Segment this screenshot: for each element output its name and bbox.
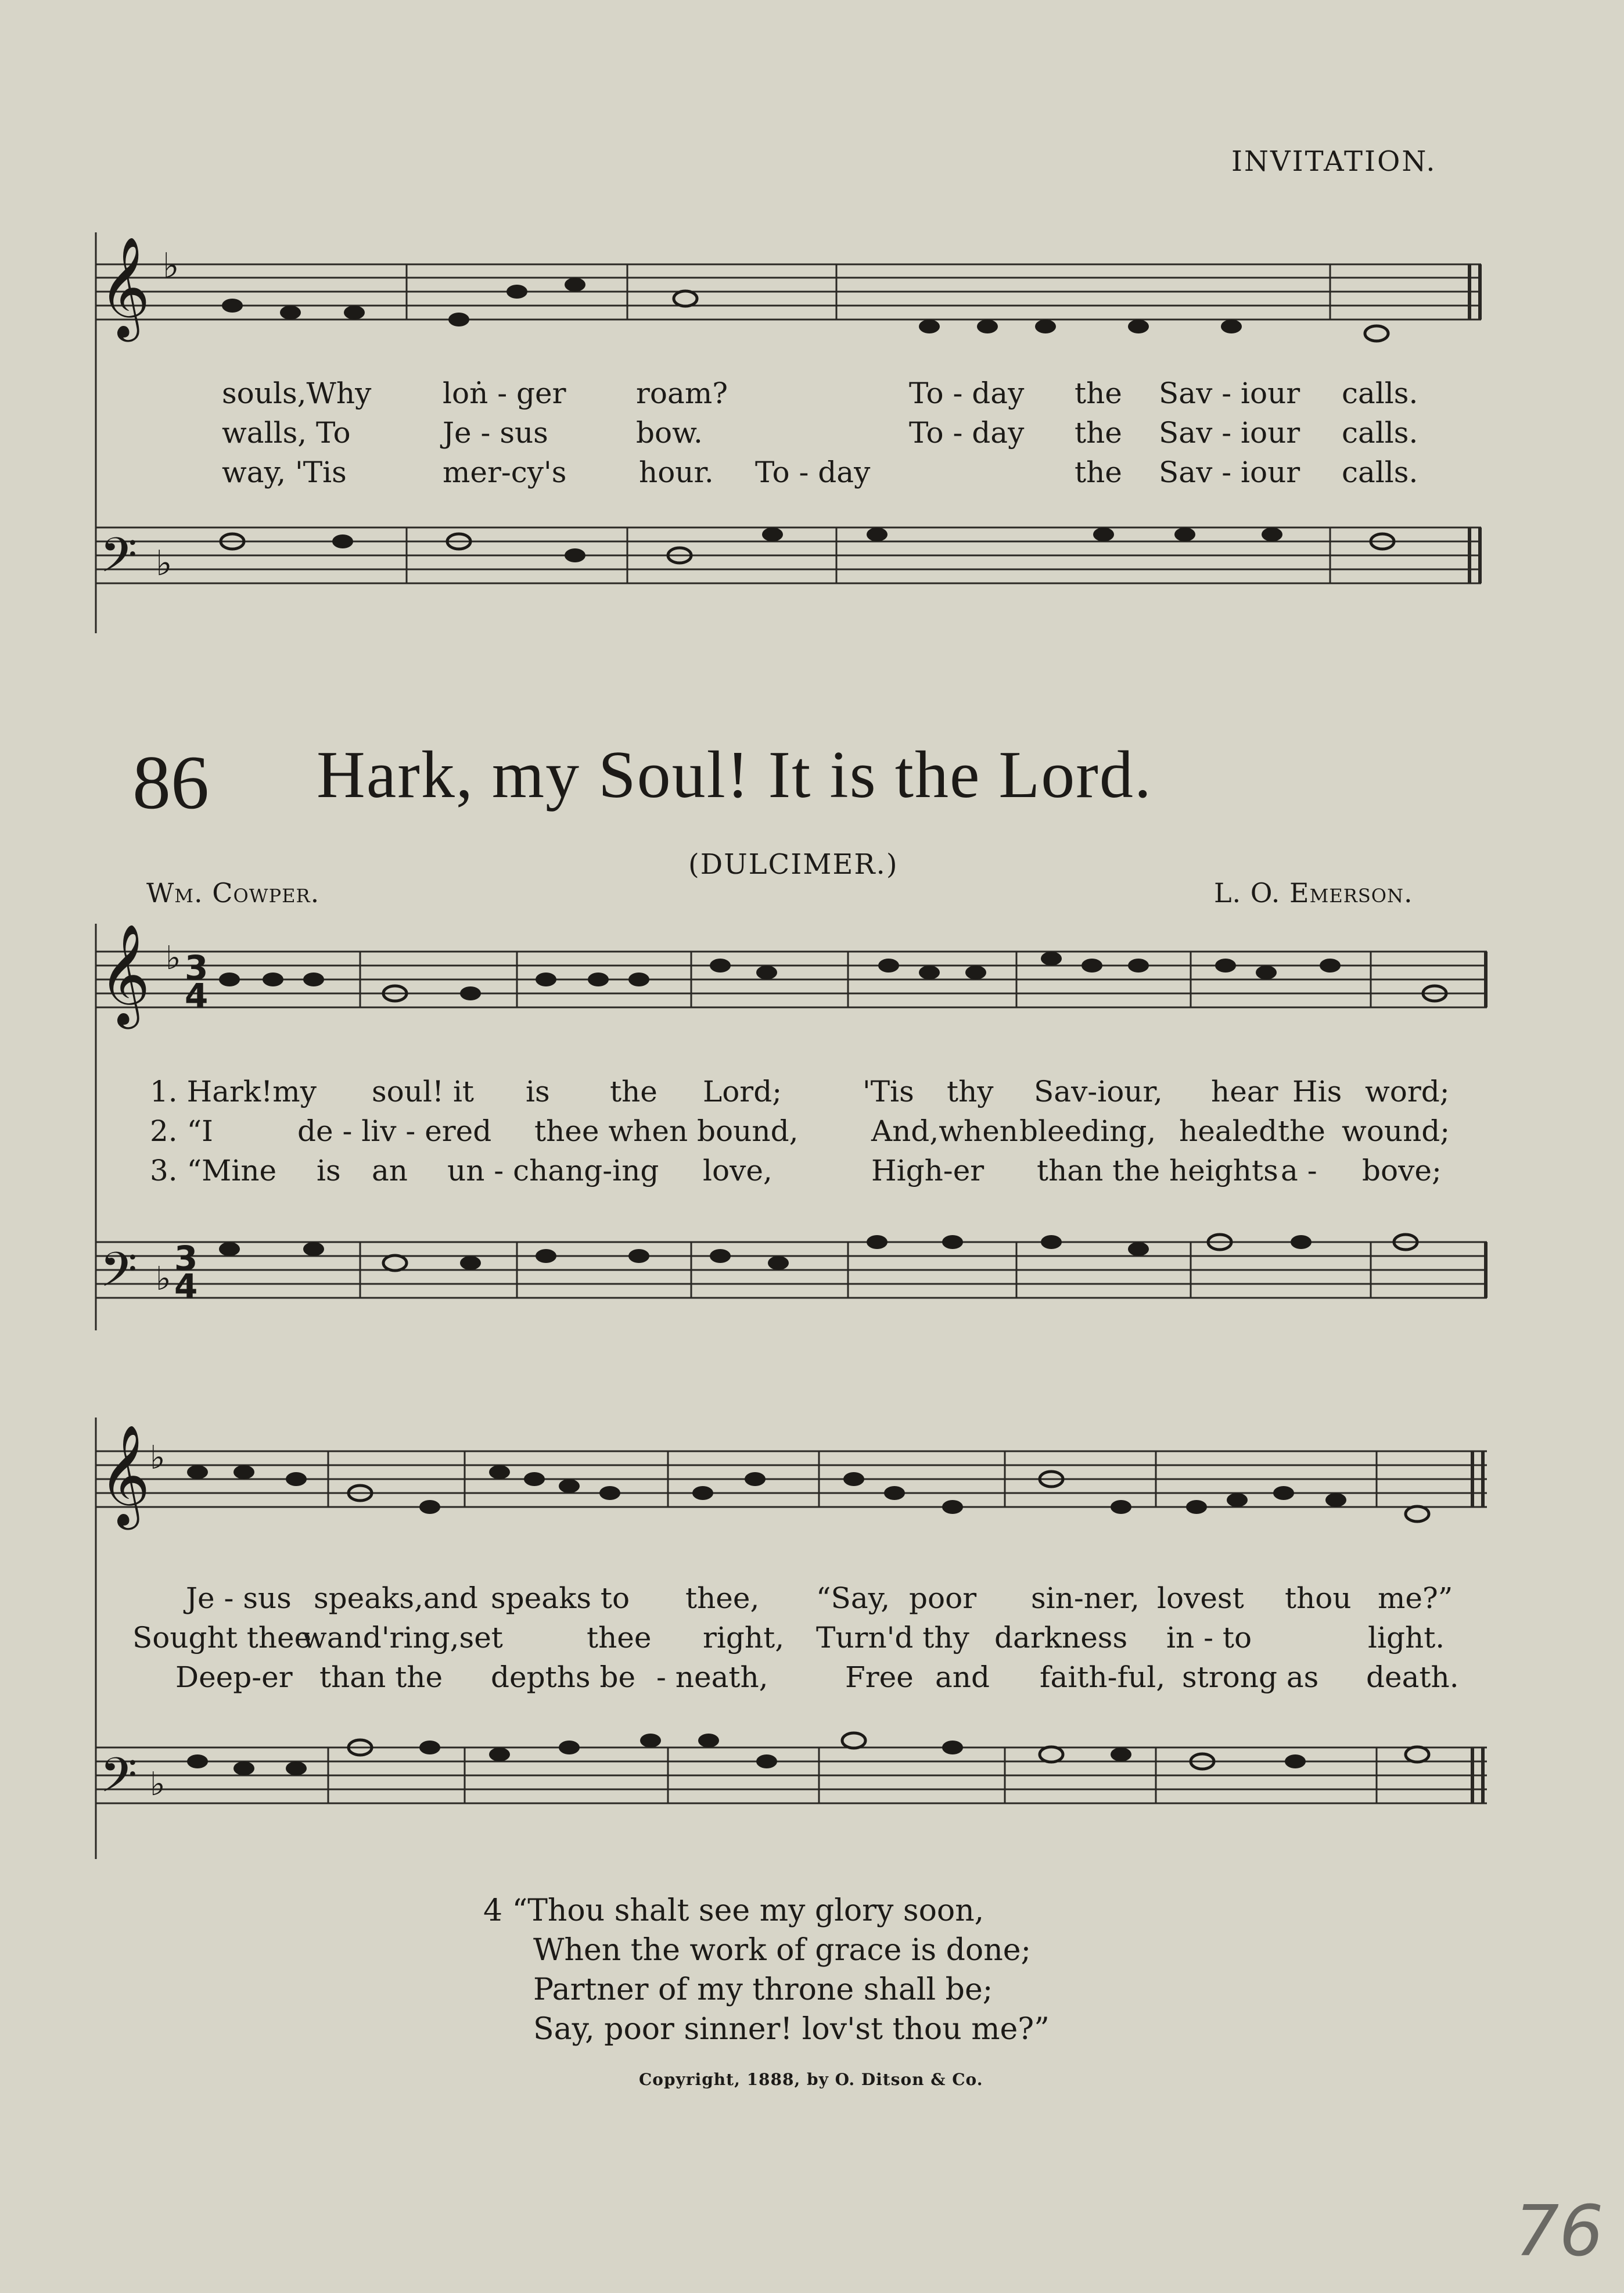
- lyric-word: wand'ring,set: [302, 1621, 503, 1655]
- lyric-word: To - day: [909, 416, 1025, 450]
- lyric-word: an: [372, 1154, 408, 1187]
- lyric-word: calls.: [1342, 455, 1418, 489]
- lyric-word: is: [526, 1075, 550, 1108]
- lyric-word: and: [935, 1660, 990, 1694]
- lyric-word: bow.: [636, 416, 703, 450]
- lyric-word: And,when: [871, 1114, 1019, 1148]
- section-label: INVITATION.: [1231, 145, 1437, 178]
- svg-text:3: 3: [174, 1239, 198, 1278]
- hymn-title: Hark, my Soul! It is the Lord.: [317, 738, 1152, 812]
- lyric-word: speaks to: [491, 1581, 630, 1615]
- svg-text:♭: ♭: [150, 1765, 166, 1803]
- lyric-word: High-er: [871, 1154, 985, 1187]
- svg-text:♭: ♭: [150, 1439, 166, 1477]
- verse-line: When the work of grace is done;: [533, 1933, 1032, 1968]
- lyric-word: the: [1278, 1114, 1325, 1148]
- lyric-word: soul! it: [372, 1075, 475, 1108]
- lyric-word: darkness: [994, 1621, 1128, 1655]
- lyric-word: bove;: [1362, 1154, 1442, 1187]
- lyric-word: Lord;: [703, 1075, 782, 1108]
- lyric-word: Sav - iour: [1159, 455, 1300, 489]
- lyric-word: way, 'Tis: [222, 455, 347, 489]
- svg-text:𝄞: 𝄞: [99, 924, 150, 1025]
- verse-4: [483, 1891, 1050, 2049]
- lyric-word: - neath,: [656, 1660, 768, 1694]
- lyric-word: thee: [587, 1621, 652, 1655]
- lyric-word: 1. Hark!my: [150, 1075, 317, 1108]
- lyric-word: Turn'd thy: [816, 1621, 969, 1655]
- tune-name: (DULCIMER.): [688, 848, 899, 881]
- lyric-word: the: [610, 1075, 657, 1108]
- verse-line: Say, poor sinner! lov'st thou me?”: [533, 2012, 1050, 2047]
- lyric-word: the: [1075, 455, 1122, 489]
- copyright-notice: Copyright, 1888, by O. Ditson & Co.: [639, 2070, 983, 2089]
- lyric-word: 2. “I: [150, 1114, 213, 1148]
- lyric-word: word;: [1365, 1075, 1450, 1108]
- lyric-word: than the heights: [1037, 1154, 1278, 1187]
- lyric-word: calls.: [1342, 376, 1418, 410]
- lyric-word: hear: [1211, 1075, 1278, 1108]
- lyric-word: light.: [1368, 1621, 1445, 1655]
- lyric-word: me?”: [1378, 1581, 1453, 1615]
- lyric-word: right,: [703, 1621, 785, 1655]
- lyric-word: wound;: [1342, 1114, 1450, 1148]
- lyric-word: the: [1075, 416, 1122, 450]
- lyric-word: healed: [1179, 1114, 1278, 1148]
- author-credit: Wm. Cowper.: [146, 877, 320, 909]
- lyric-word: hour.: [639, 455, 714, 489]
- lyric-word: thy: [947, 1075, 994, 1108]
- lyric-word: strong as: [1182, 1660, 1319, 1694]
- lyric-word: is: [317, 1154, 341, 1187]
- page-number: 76: [1515, 2191, 1604, 2272]
- lyric-word: Sav - iour: [1159, 416, 1300, 450]
- svg-text:♭: ♭: [163, 246, 179, 286]
- lyric-word: To - day: [755, 455, 871, 489]
- lyric-word: thee,: [685, 1581, 760, 1615]
- svg-text:♭: ♭: [156, 543, 173, 584]
- lyric-word: Deep-er: [175, 1660, 293, 1694]
- lyric-word: poor: [909, 1581, 977, 1615]
- lyric-word: in - to: [1166, 1621, 1252, 1655]
- lyric-word: depths be: [491, 1660, 636, 1694]
- lyric-word: un - chang-ing: [447, 1154, 659, 1187]
- svg-text:4: 4: [174, 1266, 198, 1306]
- lyric-word: thou: [1285, 1581, 1352, 1615]
- lyric-word: faith-ful,: [1040, 1660, 1166, 1694]
- lyric-word: Sav-iour,: [1034, 1075, 1163, 1108]
- svg-text:♭: ♭: [166, 939, 181, 977]
- lyric-word: walls, To: [222, 416, 351, 450]
- svg-text:𝄢: 𝄢: [100, 527, 138, 595]
- lyric-word: bleeding,: [1019, 1114, 1156, 1148]
- svg-text:𝄢: 𝄢: [100, 1747, 138, 1815]
- lyric-word: de - liv - ered: [297, 1114, 492, 1148]
- lyric-word: Je - sus: [443, 416, 548, 450]
- svg-text:𝄢: 𝄢: [100, 1241, 138, 1309]
- lyric-word: Sought thee: [132, 1621, 312, 1655]
- hymn-number: 86: [132, 740, 209, 825]
- lyric-word: “Say,: [816, 1581, 890, 1615]
- svg-text:4: 4: [185, 976, 209, 1015]
- svg-text:♭: ♭: [156, 1260, 171, 1298]
- lyric-word: the: [1075, 376, 1122, 410]
- svg-text:3: 3: [185, 948, 209, 988]
- lyric-word: calls.: [1342, 416, 1418, 450]
- verse-line: 4 “Thou shalt see my glory soon,: [483, 1893, 985, 1928]
- lyric-word: mer-cy's: [443, 455, 567, 489]
- lyric-word: Free: [845, 1660, 914, 1694]
- lyric-word: thee when bound,: [534, 1114, 799, 1148]
- lyric-word: than the: [319, 1660, 443, 1694]
- lyric-word: His: [1292, 1075, 1342, 1108]
- lyric-word: a -: [1281, 1154, 1317, 1187]
- lyric-word: speaks,and: [314, 1581, 478, 1615]
- svg-text:𝄞: 𝄞: [99, 1424, 150, 1526]
- lyric-word: death.: [1366, 1660, 1459, 1694]
- verse-line: Partner of my throne shall be;: [533, 1972, 993, 2007]
- lyric-word: sin-ner,: [1031, 1581, 1140, 1615]
- lyric-word: 'Tis: [863, 1075, 914, 1108]
- lyric-word: loṅ - ger: [443, 376, 566, 410]
- lyric-word: Sav - iour: [1159, 376, 1300, 410]
- lyric-word: 3. “Mine: [150, 1154, 277, 1187]
- lyric-word: To - day: [909, 376, 1025, 410]
- composer-credit: L. O. Emerson.: [1214, 877, 1413, 909]
- lyric-word: roam?: [636, 376, 728, 410]
- lyric-word: love,: [703, 1154, 773, 1187]
- lyric-word: lovest: [1157, 1581, 1244, 1615]
- lyric-word: Je - sus: [186, 1581, 292, 1615]
- lyric-word: souls,Why: [222, 376, 372, 410]
- svg-text:𝄞: 𝄞: [99, 236, 150, 338]
